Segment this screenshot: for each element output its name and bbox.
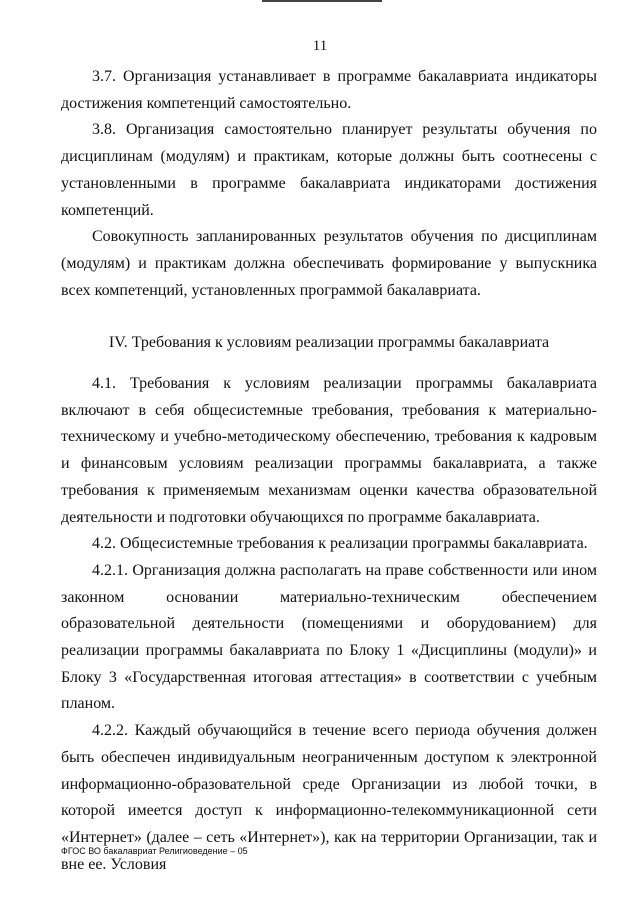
scan-edge-line [262,0,382,2]
document-body [61,64,597,878]
section-heading-iv: IV. Требования к условиям реализации программы бакалавриата [108,334,550,352]
paragraph-4-2-2: 4.2.2. Каждый обучающийся в течение всего периода обучения должен быть обеспечен индивидуальным неограниченным доступом к электронной информационно-образовательной среде Организации из любой точки, в которой имеется доступ к информационно-телекоммуникационной сети «Интернет» (далее – сеть «Интернет»), как на территории Организации, так и вне ее. Условия [61,722,597,873]
paragraph-3-7: 3.7. Организация устанавливает в программе бакалавриата индикаторы достижения компетенций самостоятельно. [61,68,597,112]
paragraph-learning-outcomes: Совокупность запланированных результатов обучения по дисциплинам (модулям) и практикам должна обеспечивать формирование у выпускника всех компетенций, установленных программой бакалавриата. [61,228,597,299]
paragraph-3-8: 3.8. Организация самостоятельно планирует результаты обучения по дисциплинам (модулям) и практикам, которые должны быть соотнесены с установленными в программе бакалавриата индикаторами достижения компетенций. [61,121,597,219]
paragraph-4-2: 4.2. Общесистемные требования к реализации программы бакалавриата. [92,535,588,553]
paragraph-4-1: 4.1. Требования к условиям реализации программы бакалавриата включают в себя общесистемные требования, требования к материально-техническому и учебно-методическому обеспечению, требования к кадровым и финансовым условиям реализации программы бакалавриата, а также требования к применяемым механизмам оценки качества образовательной деятельности и подготовки обучающихся по программе бакалавриата. [61,375,597,526]
section-spacer [61,304,597,330]
page-footer: ФГОС ВО бакалавриат Религиоведение – 05 [61,846,248,856]
section-spacer [61,357,597,371]
paragraph-4-2-1: 4.2.1. Организация должна располагать на праве собственности или ином законном основании материально-техническим обеспечением образовательной деятельности (помещениями и оборудованием) для реализации программы бакалавриата по Блоку 1 «Дисциплины (модули)» и Блоку 3 «Государственная итоговая аттестация» в соответствии с учебным планом. [61,561,597,713]
page-number: 11 [312,38,328,54]
